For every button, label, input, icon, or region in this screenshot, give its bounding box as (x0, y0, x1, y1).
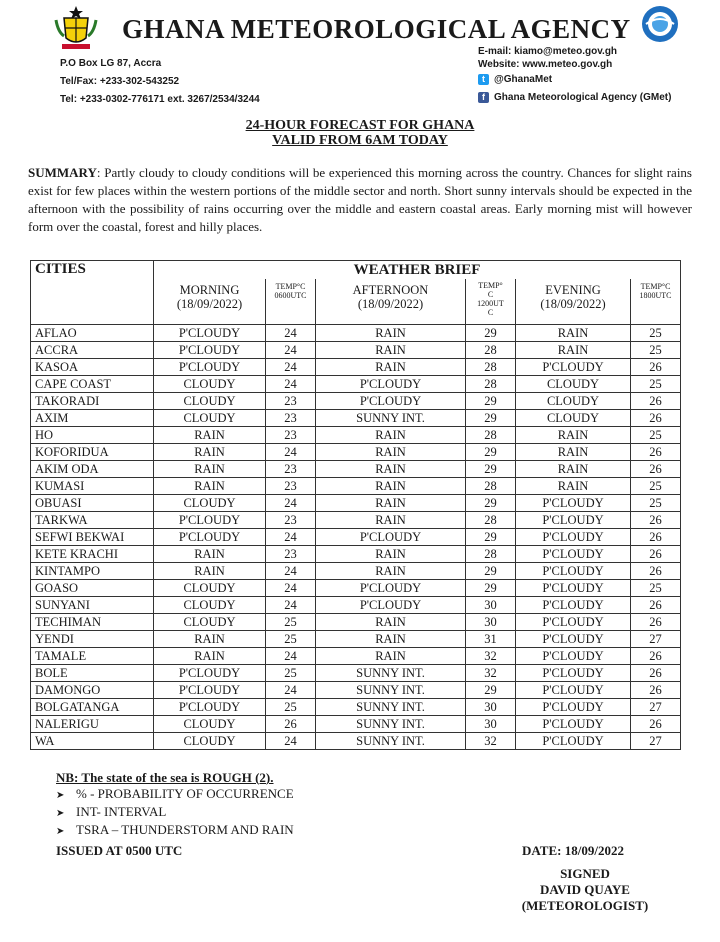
morning-cell: CLOUDY (154, 614, 266, 631)
table-row (31, 699, 681, 716)
ghana-coat-of-arms-logo (52, 4, 100, 50)
signer-role: (METEOROLOGIST) (521, 898, 649, 913)
morning-cell: P'CLOUDY (154, 699, 266, 716)
temp-1200-cell: 28 (466, 427, 516, 444)
afternoon-cell: RAIN (316, 427, 466, 444)
temp-1800-cell: 26 (631, 563, 681, 580)
city-cell: KASOA (31, 359, 154, 376)
twitter-icon: t (478, 74, 489, 85)
evening-cell: RAIN (516, 427, 631, 444)
city-cell: YENDI (31, 631, 154, 648)
arrow-bullet-icon: ➤ (56, 790, 65, 801)
issued-time: ISSUED AT 0500 UTC (56, 843, 183, 858)
temp-1200-cell: 32 (466, 648, 516, 665)
afternoon-cell: RAIN (316, 359, 466, 376)
temp-1800-cell: 26 (631, 461, 681, 478)
afternoon-cell: RAIN (316, 648, 466, 665)
temp-1800-cell: 25 (631, 325, 681, 342)
afternoon-cell: RAIN (316, 342, 466, 359)
email[interactable]: E-mail: kiamo@meteo.gov.gh (478, 46, 618, 57)
temp-0600-cell: 25 (266, 614, 316, 631)
city-cell: BOLE (31, 665, 154, 682)
afternoon-cell: P'CLOUDY (316, 376, 466, 393)
temp-0600-cell: 23 (266, 546, 316, 563)
evening-cell: P'CLOUDY (516, 512, 631, 529)
temp-1800-cell: 26 (631, 648, 681, 665)
evening-cell: RAIN (516, 342, 631, 359)
temp-0600-cell: 24 (266, 597, 316, 614)
table-row (31, 478, 681, 495)
afternoon-cell: RAIN (316, 614, 466, 631)
table-row (31, 512, 681, 529)
afternoon-cell: SUNNY INT. (316, 665, 466, 682)
afternoon-cell: RAIN (316, 444, 466, 461)
city-cell: TARKWA (31, 512, 154, 529)
temp-1200-cell: 29 (466, 410, 516, 427)
morning-cell: RAIN (154, 444, 266, 461)
temp-0600-cell: 23 (266, 427, 316, 444)
table-row (31, 648, 681, 665)
temp-1200-cell: 31 (466, 631, 516, 648)
temp-1200-cell: 29 (466, 325, 516, 342)
evening-cell: P'CLOUDY (516, 359, 631, 376)
temp-0600-cell: 24 (266, 580, 316, 597)
temp-0600-cell: 23 (266, 461, 316, 478)
evening-cell: P'CLOUDY (516, 529, 631, 546)
evening-cell: P'CLOUDY (516, 665, 631, 682)
evening-header: EVENING (18/09/2022) (516, 279, 631, 325)
evening-cell: RAIN (516, 461, 631, 478)
afternoon-cell: RAIN (316, 495, 466, 512)
morning-cell: CLOUDY (154, 495, 266, 512)
agency-name: GHANA METEOROLOGICAL AGENCY (122, 14, 631, 44)
table-row (31, 682, 681, 699)
afternoon-cell: RAIN (316, 563, 466, 580)
city-cell: AXIM (31, 410, 154, 427)
table-row (31, 410, 681, 427)
temp-1200-cell: 29 (466, 444, 516, 461)
temp-1200-cell: 29 (466, 682, 516, 699)
city-cell: NALERIGU (31, 716, 154, 733)
note-item: ➤ % - PROBABILITY OF OCCURRENCE (56, 786, 294, 804)
temp-0600-cell: 23 (266, 512, 316, 529)
temp-1800-cell: 25 (631, 427, 681, 444)
telephone: Tel: +233-0302-776171 ext. 3267/2534/3244 (60, 94, 260, 105)
temp-1800-cell: 26 (631, 529, 681, 546)
temp-1800-cell: 26 (631, 546, 681, 563)
city-cell: ACCRA (31, 342, 154, 359)
summary-label: SUMMARY (28, 165, 97, 180)
temp-1200-cell: 32 (466, 733, 516, 750)
city-cell: TAKORADI (31, 393, 154, 410)
facebook-page[interactable]: f Ghana Meteorological Agency (GMet) (478, 92, 671, 103)
afternoon-cell: P'CLOUDY (316, 393, 466, 410)
temp-1800-cell: 27 (631, 699, 681, 716)
city-cell: DAMONGO (31, 682, 154, 699)
evening-cell: RAIN (516, 444, 631, 461)
temp-0600-cell: 24 (266, 325, 316, 342)
temp-0600-cell: 25 (266, 665, 316, 682)
arrow-bullet-icon: ➤ (56, 826, 65, 837)
summary-text: : Partly cloudy to cloudy conditions will be experienced this morning across the country. Chances for slight rains exist for few places within the western portions of the middle sector and north. Short sunny intervals should be expected in the afternoon with the possibility of rains occurring over the middle and eastern coastal areas. Early morning mist will however form over the coastal, forest and hilly places. (28, 165, 692, 234)
temp-1800-cell: 26 (631, 410, 681, 427)
evening-cell: CLOUDY (516, 393, 631, 410)
morning-cell: CLOUDY (154, 580, 266, 597)
summary-paragraph (28, 164, 692, 236)
issue-date: DATE: 18/09/2022 (522, 843, 624, 858)
evening-cell: P'CLOUDY (516, 580, 631, 597)
city-cell: GOASO (31, 580, 154, 597)
sea-state-note: NB: The state of the sea is ROUGH (2). (56, 770, 274, 785)
morning-header: MORNING (18/09/2022) (154, 279, 266, 325)
temp-0600-cell: 24 (266, 648, 316, 665)
afternoon-cell: SUNNY INT. (316, 733, 466, 750)
temp-0600-cell: 24 (266, 682, 316, 699)
evening-cell: RAIN (516, 325, 631, 342)
morning-cell: CLOUDY (154, 410, 266, 427)
evening-cell: P'CLOUDY (516, 563, 631, 580)
city-cell: HO (31, 427, 154, 444)
temp-1200-cell: 28 (466, 546, 516, 563)
table-row (31, 716, 681, 733)
evening-cell: P'CLOUDY (516, 614, 631, 631)
temp-1200-cell: 29 (466, 461, 516, 478)
morning-cell: P'CLOUDY (154, 665, 266, 682)
table-row (31, 546, 681, 563)
city-cell: KETE KRACHI (31, 546, 154, 563)
facebook-icon: f (478, 92, 489, 103)
morning-cell: RAIN (154, 478, 266, 495)
table-row (31, 359, 681, 376)
afternoon-cell: SUNNY INT. (316, 682, 466, 699)
morning-cell: RAIN (154, 427, 266, 444)
temp-1200-cell: 29 (466, 495, 516, 512)
table-row (31, 461, 681, 478)
city-cell: KUMASI (31, 478, 154, 495)
table-row (31, 580, 681, 597)
evening-cell: CLOUDY (516, 410, 631, 427)
morning-cell: P'CLOUDY (154, 325, 266, 342)
forecast-table (30, 260, 681, 750)
afternoon-cell: P'CLOUDY (316, 580, 466, 597)
temp-1800-cell: 25 (631, 580, 681, 597)
twitter-handle[interactable]: t @GhanaMet (478, 74, 552, 85)
afternoon-header: AFTERNOON (18/09/2022) (316, 279, 466, 325)
evening-cell: P'CLOUDY (516, 546, 631, 563)
signature-block: SIGNED DAVID QUAYE (METEOROLOGIST) (505, 866, 665, 914)
city-cell: OBUASI (31, 495, 154, 512)
notes-section (56, 770, 294, 840)
evening-cell: P'CLOUDY (516, 699, 631, 716)
afternoon-cell: RAIN (316, 461, 466, 478)
city-cell: KINTAMPO (31, 563, 154, 580)
evening-cell: P'CLOUDY (516, 631, 631, 648)
table-row (31, 342, 681, 359)
temp-0600-cell: 24 (266, 359, 316, 376)
afternoon-cell: RAIN (316, 325, 466, 342)
temp-1200-cell: 29 (466, 563, 516, 580)
morning-cell: P'CLOUDY (154, 682, 266, 699)
morning-cell: CLOUDY (154, 733, 266, 750)
temp-1800-cell: 26 (631, 393, 681, 410)
note-item: ➤ INT- INTERVAL (56, 804, 294, 822)
temp-0600-cell: 24 (266, 376, 316, 393)
temp-0600-cell: 23 (266, 478, 316, 495)
temp-1200-cell: 30 (466, 699, 516, 716)
temp-1800-cell: 27 (631, 733, 681, 750)
temp-1800-cell: 27 (631, 631, 681, 648)
table-row (31, 733, 681, 750)
city-cell: TAMALE (31, 648, 154, 665)
table-row (31, 444, 681, 461)
table-row (31, 631, 681, 648)
forecast-title-line2: VALID FROM 6AM TODAY (272, 133, 448, 148)
morning-cell: RAIN (154, 648, 266, 665)
evening-cell: P'CLOUDY (516, 597, 631, 614)
temp-1800-cell: 26 (631, 444, 681, 461)
table-row (31, 495, 681, 512)
temp-1800-cell: 26 (631, 597, 681, 614)
temp-1200-cell: 30 (466, 716, 516, 733)
temp-1200-cell: 30 (466, 597, 516, 614)
table-row (31, 376, 681, 393)
temp-0600-cell: 24 (266, 563, 316, 580)
temp-1800-header: TEMP°C 1800UTC (631, 279, 681, 325)
morning-cell: P'CLOUDY (154, 342, 266, 359)
weather-brief-header: WEATHER BRIEF (154, 261, 681, 279)
temp-1200-cell: 28 (466, 478, 516, 495)
morning-cell: CLOUDY (154, 393, 266, 410)
city-cell: WA (31, 733, 154, 750)
morning-cell: P'CLOUDY (154, 359, 266, 376)
city-cell: AKIM ODA (31, 461, 154, 478)
temp-1800-cell: 25 (631, 495, 681, 512)
morning-cell: CLOUDY (154, 716, 266, 733)
temp-0600-cell: 26 (266, 716, 316, 733)
evening-cell: P'CLOUDY (516, 682, 631, 699)
cities-header: CITIES (31, 261, 154, 325)
temp-1200-cell: 28 (466, 512, 516, 529)
temp-0600-header: TEMP°C 0600UTC (266, 279, 316, 325)
temp-0600-cell: 24 (266, 444, 316, 461)
po-box: P.O Box LG 87, Accra (60, 58, 162, 69)
afternoon-cell: SUNNY INT. (316, 699, 466, 716)
temp-1200-cell: 29 (466, 580, 516, 597)
forecast-title-line1: 24-HOUR FORECAST FOR GHANA (245, 118, 475, 133)
morning-cell: RAIN (154, 546, 266, 563)
table-row (31, 325, 681, 342)
temp-1200-cell: 32 (466, 665, 516, 682)
tel-fax: Tel/Fax: +233-302-543252 (60, 76, 180, 87)
city-cell: SEFWI BEKWAI (31, 529, 154, 546)
morning-cell: CLOUDY (154, 597, 266, 614)
table-row (31, 529, 681, 546)
temp-1800-cell: 26 (631, 359, 681, 376)
temp-0600-cell: 25 (266, 699, 316, 716)
arrow-bullet-icon: ➤ (56, 808, 65, 819)
temp-1200-cell: 29 (466, 529, 516, 546)
afternoon-cell: SUNNY INT. (316, 716, 466, 733)
table-row (31, 393, 681, 410)
temp-0600-cell: 25 (266, 631, 316, 648)
temp-0600-cell: 24 (266, 495, 316, 512)
morning-cell: P'CLOUDY (154, 529, 266, 546)
table-row (31, 665, 681, 682)
temp-0600-cell: 24 (266, 342, 316, 359)
note-item: ➤ TSRA – THUNDERSTORM AND RAIN (56, 822, 294, 840)
temp-1800-cell: 26 (631, 614, 681, 631)
temp-1800-cell: 26 (631, 512, 681, 529)
temp-1200-cell: 30 (466, 614, 516, 631)
city-cell: TECHIMAN (31, 614, 154, 631)
city-cell: BOLGATANGA (31, 699, 154, 716)
table-row (31, 427, 681, 444)
temp-1800-cell: 26 (631, 682, 681, 699)
table-row (31, 563, 681, 580)
morning-cell: RAIN (154, 563, 266, 580)
temp-0600-cell: 24 (266, 733, 316, 750)
afternoon-cell: SUNNY INT. (316, 410, 466, 427)
morning-cell: P'CLOUDY (154, 512, 266, 529)
temp-1800-cell: 26 (631, 665, 681, 682)
table-row (31, 614, 681, 631)
temp-1800-cell: 25 (631, 342, 681, 359)
temp-0600-cell: 24 (266, 529, 316, 546)
temp-0600-cell: 23 (266, 393, 316, 410)
afternoon-cell: RAIN (316, 478, 466, 495)
evening-cell: CLOUDY (516, 376, 631, 393)
afternoon-cell: P'CLOUDY (316, 529, 466, 546)
website[interactable]: Website: www.meteo.gov.gh (478, 59, 613, 70)
morning-cell: RAIN (154, 631, 266, 648)
temp-1200-cell: 28 (466, 376, 516, 393)
temp-1800-cell: 25 (631, 376, 681, 393)
city-cell: SUNYANI (31, 597, 154, 614)
evening-cell: P'CLOUDY (516, 495, 631, 512)
city-cell: KOFORIDUA (31, 444, 154, 461)
gmet-globe-logo (640, 4, 680, 44)
morning-cell: CLOUDY (154, 376, 266, 393)
evening-cell: P'CLOUDY (516, 716, 631, 733)
evening-cell: RAIN (516, 478, 631, 495)
afternoon-cell: P'CLOUDY (316, 597, 466, 614)
afternoon-cell: RAIN (316, 546, 466, 563)
temp-1200-cell: 29 (466, 393, 516, 410)
city-cell: AFLAO (31, 325, 154, 342)
temp-1200-header: TEMP° C 1200UT C (466, 279, 516, 325)
afternoon-cell: RAIN (316, 631, 466, 648)
evening-cell: P'CLOUDY (516, 733, 631, 750)
morning-cell: RAIN (154, 461, 266, 478)
table-row (31, 597, 681, 614)
temp-1200-cell: 28 (466, 359, 516, 376)
evening-cell: P'CLOUDY (516, 648, 631, 665)
city-cell: CAPE COAST (31, 376, 154, 393)
afternoon-cell: RAIN (316, 512, 466, 529)
temp-1800-cell: 25 (631, 478, 681, 495)
signer-name: DAVID QUAYE (540, 882, 630, 897)
temp-0600-cell: 23 (266, 410, 316, 427)
temp-1200-cell: 28 (466, 342, 516, 359)
temp-1800-cell: 26 (631, 716, 681, 733)
